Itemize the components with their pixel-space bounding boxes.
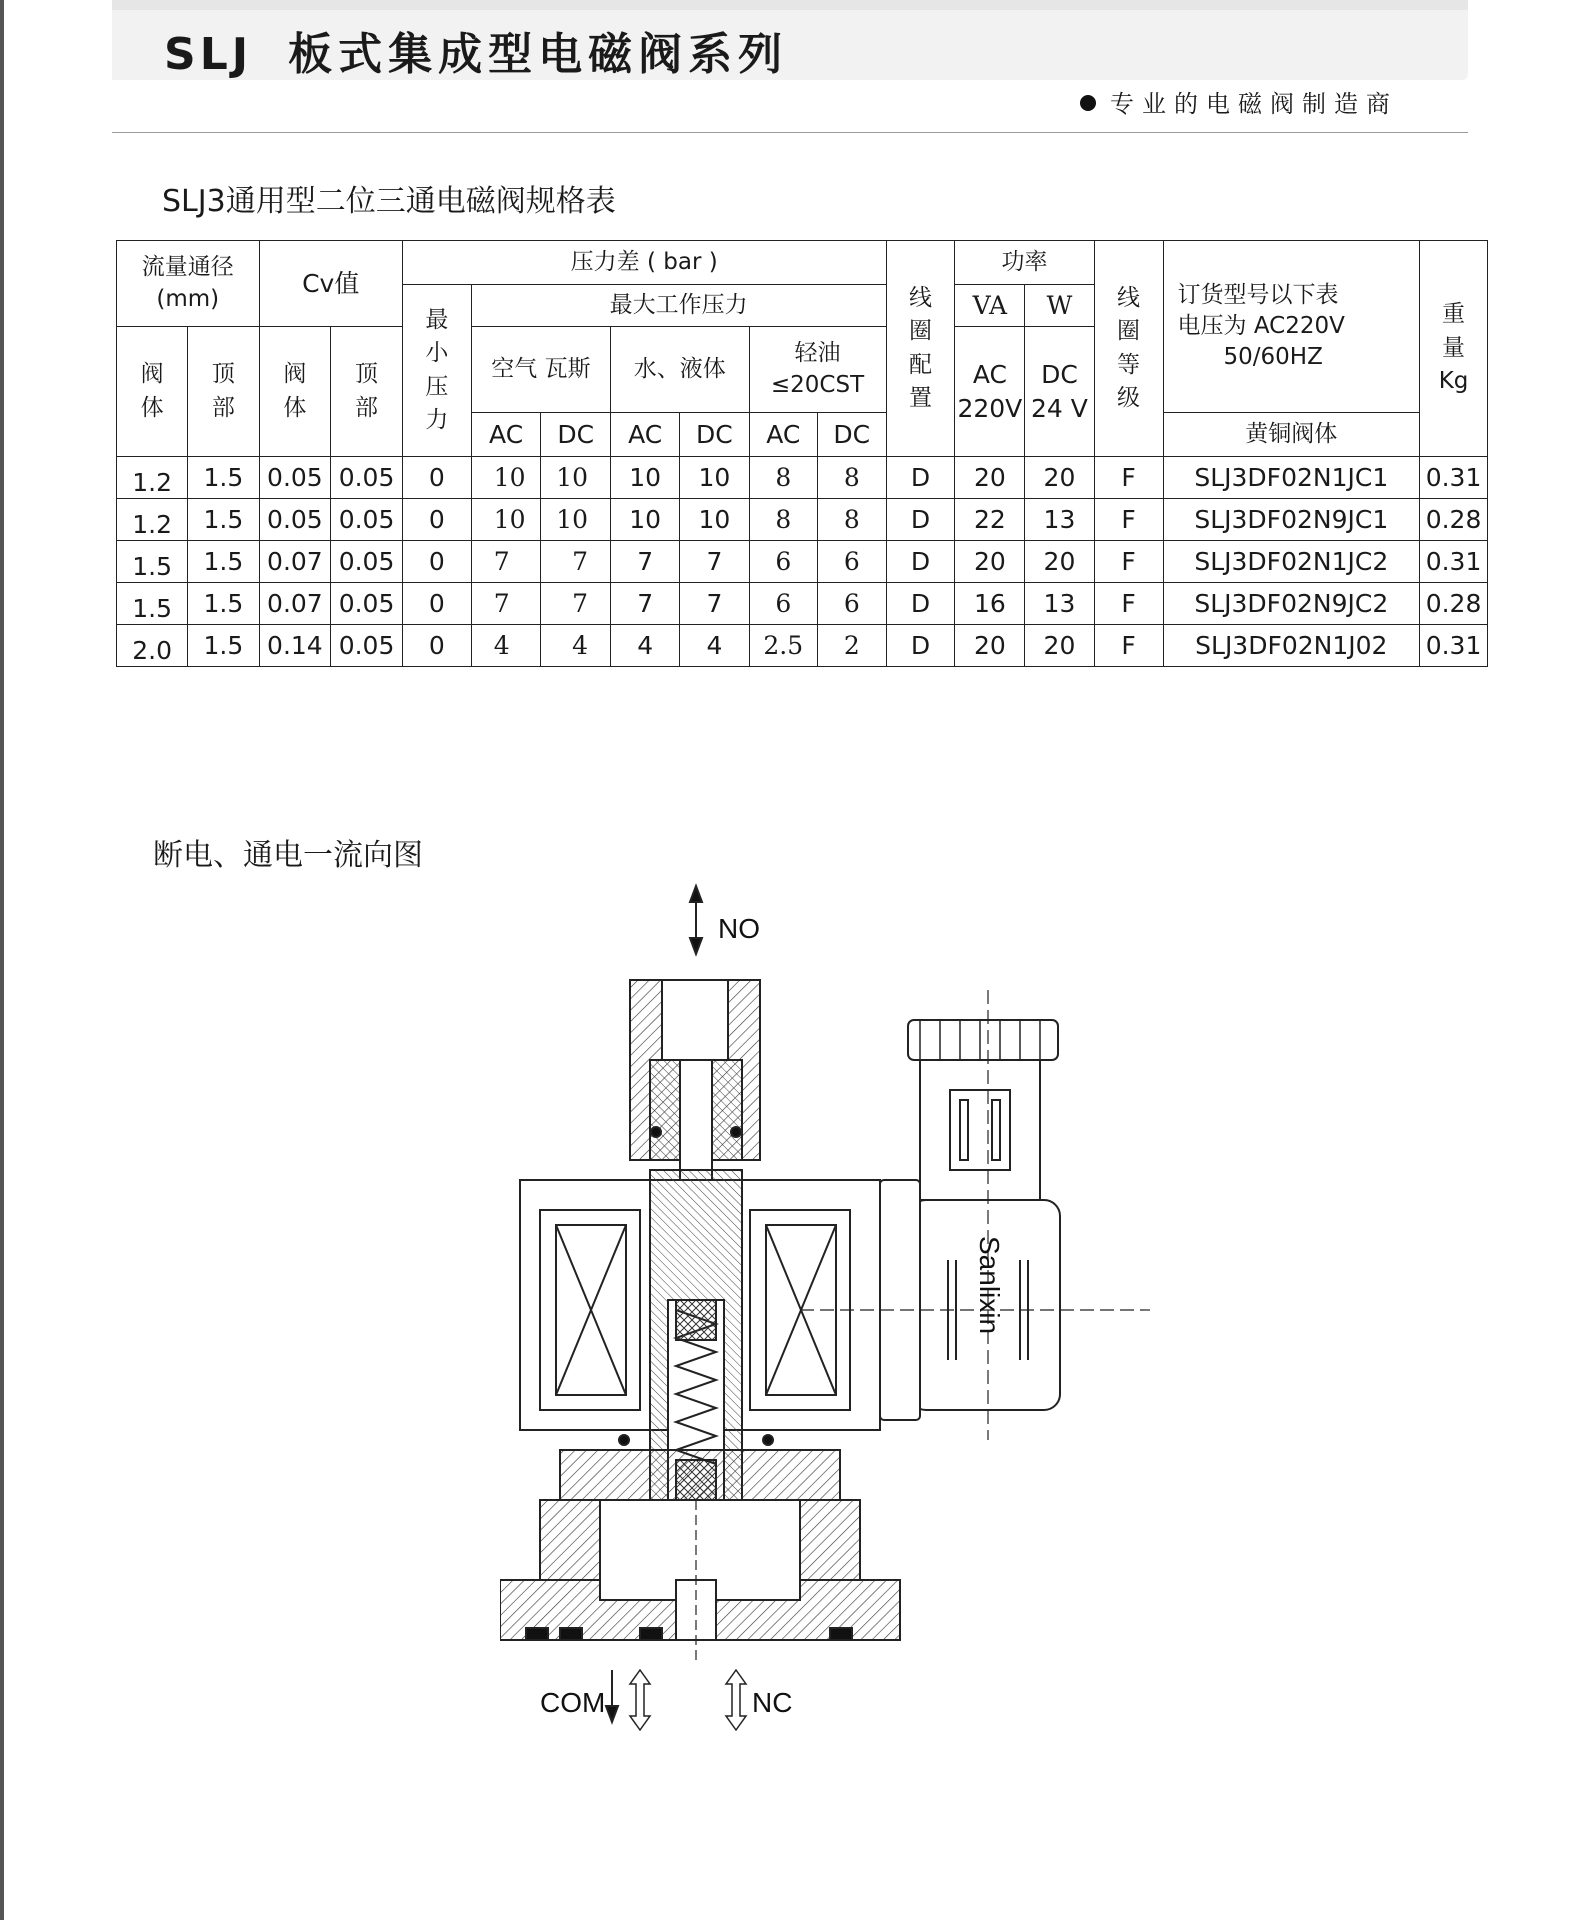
weight-header: 重 量 Kg — [1420, 241, 1488, 457]
cell-water-dc: 4 — [680, 625, 749, 667]
dia-top-header: 顶 部 — [188, 327, 259, 457]
cell-cls: F — [1094, 625, 1163, 667]
cell-oil-dc: 2 — [818, 625, 886, 667]
pressure-diff-header: 压力差 ( bar ) — [402, 241, 886, 285]
cv-body-header: 阀 体 — [259, 327, 331, 457]
water-liquid-header: 水、液体 — [611, 327, 749, 413]
page-title — [164, 18, 788, 82]
dia-body-header: 阀 体 — [117, 327, 188, 457]
com-label: COM — [540, 1687, 606, 1718]
cell-cv-body: 0.14 — [259, 625, 331, 667]
cell-w: 13 — [1025, 499, 1094, 541]
cell-w: 20 — [1025, 541, 1094, 583]
cell-oil-dc: 8 — [818, 457, 886, 499]
cell-oil-ac: 2.5 — [749, 625, 818, 667]
ac220-header: AC 220V — [955, 327, 1025, 457]
cell-cv-body: 0.07 — [259, 541, 331, 583]
cell-water-ac: 4 — [611, 625, 680, 667]
cell-air-dc: 10 — [541, 499, 611, 541]
cell-min: 0 — [402, 457, 471, 499]
cell-coil: D — [886, 583, 955, 625]
table-row — [117, 625, 1488, 667]
cell-air-dc: 7 — [541, 583, 611, 625]
cell-air-ac: 10 — [471, 499, 541, 541]
cell-water-dc: 7 — [680, 541, 749, 583]
cell-water-dc: 10 — [680, 499, 749, 541]
cell-coil: D — [886, 625, 955, 667]
cell-air-ac: 7 — [471, 583, 541, 625]
cell-cls: F — [1094, 499, 1163, 541]
cell-va: 22 — [955, 499, 1025, 541]
oil-ac-header: AC — [749, 413, 818, 457]
cell-air-dc: 10 — [541, 457, 611, 499]
cell-cv-top: 0.05 — [331, 499, 403, 541]
cell-va: 16 — [955, 583, 1025, 625]
water-dc-header: DC — [680, 413, 749, 457]
table-title: SLJ3通用型二位三通电磁阀规格表 — [162, 184, 616, 219]
light-oil-header: 轻油 ≤20CST — [749, 327, 886, 413]
spec-table — [116, 240, 1488, 667]
va-header: VA — [955, 285, 1025, 327]
cell-cv-body: 0.05 — [259, 457, 331, 499]
cell-dia-body: 1.5 — [117, 583, 188, 625]
cell-air-ac: 4 — [471, 625, 541, 667]
table-row — [117, 541, 1488, 583]
cell-dia-body: 1.2 — [117, 499, 188, 541]
cell-air-ac: 10 — [471, 457, 541, 499]
page-left-border — [0, 0, 4, 1920]
cell-kg: 0.28 — [1420, 499, 1488, 541]
cell-cls: F — [1094, 457, 1163, 499]
cell-oil-ac: 8 — [749, 457, 818, 499]
cell-min: 0 — [402, 499, 471, 541]
cell-va: 20 — [955, 625, 1025, 667]
cell-water-dc: 10 — [680, 457, 749, 499]
cell-kg: 0.31 — [1420, 625, 1488, 667]
no-label: NO — [718, 913, 760, 944]
dc24-header: DC 24 V — [1025, 327, 1094, 457]
w-header: W — [1025, 285, 1094, 327]
cell-kg: 0.31 — [1420, 457, 1488, 499]
cell-oil-dc: 8 — [818, 499, 886, 541]
sanlixin-logo: Sanlixin — [974, 1236, 1005, 1335]
cell-cv-top: 0.05 — [331, 583, 403, 625]
brand-name: SLJ — [164, 29, 253, 80]
cell-cls: F — [1094, 541, 1163, 583]
air-gas-header: 空气 瓦斯 — [471, 327, 610, 413]
tagline-text: 专业的电磁阀制造商 — [1110, 90, 1398, 118]
cell-air-dc: 4 — [541, 625, 611, 667]
cell-dia-body: 2.0 — [117, 625, 188, 667]
cell-min: 0 — [402, 541, 471, 583]
table-row — [117, 457, 1488, 499]
cell-water-dc: 7 — [680, 583, 749, 625]
power-header: 功率 — [955, 241, 1094, 285]
cell-oil-dc: 6 — [818, 541, 886, 583]
spec-table-body — [117, 457, 1488, 667]
cell-dia-body: 1.5 — [117, 541, 188, 583]
cell-model: SLJ3DF02N9JC1 — [1163, 499, 1420, 541]
flow-diameter-header: 流量通径 (mm) — [117, 241, 260, 327]
cell-min: 0 — [402, 583, 471, 625]
cell-water-ac: 10 — [611, 457, 680, 499]
cell-cv-top: 0.05 — [331, 457, 403, 499]
cell-va: 20 — [955, 541, 1025, 583]
cell-dia-top: 1.5 — [188, 499, 259, 541]
cell-dia-top: 1.5 — [188, 457, 259, 499]
cell-dia-top: 1.5 — [188, 583, 259, 625]
water-ac-header: AC — [611, 413, 680, 457]
cell-va: 20 — [955, 457, 1025, 499]
brass-body-header: 黄铜阀体 — [1163, 413, 1420, 457]
coil-config-header: 线 圈 配 置 — [886, 241, 955, 457]
cell-cv-top: 0.05 — [331, 541, 403, 583]
diagram-title: 断电、通电一流向图 — [153, 838, 423, 873]
table-row — [117, 499, 1488, 541]
tagline — [1080, 84, 1398, 119]
table-row — [117, 583, 1488, 625]
min-pressure-header: 最 小 压 力 — [402, 285, 471, 457]
cell-cv-body: 0.07 — [259, 583, 331, 625]
cell-cls: F — [1094, 583, 1163, 625]
cell-cv-body: 0.05 — [259, 499, 331, 541]
cell-air-dc: 7 — [541, 541, 611, 583]
cv-top-header: 顶 部 — [331, 327, 403, 457]
cell-dia-top: 1.5 — [188, 541, 259, 583]
series-title: 板式集成型电磁阀系列 — [288, 29, 789, 80]
cell-coil: D — [886, 457, 955, 499]
cv-header: Cv值 — [259, 241, 402, 327]
cell-water-ac: 7 — [611, 583, 680, 625]
nc-label: NC — [752, 1687, 793, 1718]
cell-coil: D — [886, 499, 955, 541]
cell-coil: D — [886, 541, 955, 583]
order-note-header: 订货型号以下表 电压为 AC220V 50/60HZ — [1163, 241, 1420, 413]
coil-class-header: 线 圈 等 级 — [1094, 241, 1163, 457]
cell-oil-dc: 6 — [818, 583, 886, 625]
bullet-icon — [1080, 95, 1096, 111]
cell-min: 0 — [402, 625, 471, 667]
cell-air-ac: 7 — [471, 541, 541, 583]
cell-model: SLJ3DF02N1J02 — [1163, 625, 1420, 667]
max-working-pressure-header: 最大工作压力 — [471, 285, 886, 327]
air-ac-header: AC — [471, 413, 541, 457]
valve-cross-section-diagram — [500, 880, 1200, 1740]
air-dc-header: DC — [541, 413, 611, 457]
cell-w: 20 — [1025, 625, 1094, 667]
cell-water-ac: 10 — [611, 499, 680, 541]
cell-oil-ac: 8 — [749, 499, 818, 541]
cell-w: 20 — [1025, 457, 1094, 499]
cell-model: SLJ3DF02N9JC2 — [1163, 583, 1420, 625]
header-divider — [112, 132, 1468, 133]
cell-dia-top: 1.5 — [188, 625, 259, 667]
oil-dc-header: DC — [818, 413, 886, 457]
cell-water-ac: 7 — [611, 541, 680, 583]
cell-dia-body: 1.2 — [117, 457, 188, 499]
cell-w: 13 — [1025, 583, 1094, 625]
cell-kg: 0.28 — [1420, 583, 1488, 625]
cell-model: SLJ3DF02N1JC2 — [1163, 541, 1420, 583]
cell-oil-ac: 6 — [749, 583, 818, 625]
cell-oil-ac: 6 — [749, 541, 818, 583]
cell-cv-top: 0.05 — [331, 625, 403, 667]
cell-kg: 0.31 — [1420, 541, 1488, 583]
cell-model: SLJ3DF02N1JC1 — [1163, 457, 1420, 499]
